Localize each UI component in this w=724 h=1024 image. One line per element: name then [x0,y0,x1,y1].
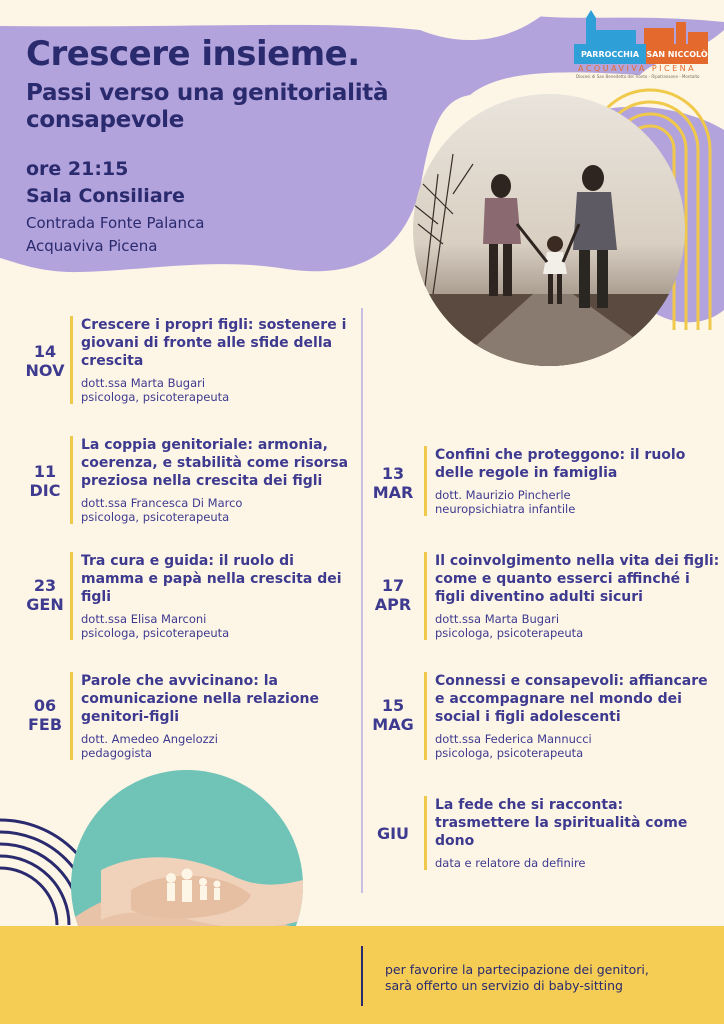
church-skyline-icon [572,8,710,48]
event-month: MAR [372,483,414,502]
logo-left-label: PARROCCHIA [574,44,646,64]
event-speaker: dott.ssa Francesca Di Marco [81,496,243,510]
event-role: psicologa, psicoterapeuta [435,626,584,640]
footer-note [385,962,649,994]
event-content [70,672,356,760]
event-day: 23 [33,576,57,595]
event-day: 13 [381,464,405,483]
event-speaker: dott.ssa Marta Bugari [81,376,206,390]
logo-right-label: SAN NICCOLÒ [646,44,708,64]
page-subtitle: Passi verso una genitorialità consapevole [26,80,389,133]
page-title: Crescere insieme. [26,34,360,74]
event-month: APR [374,595,412,614]
event-title: Connessi e consapevoli: affiancare e accompagnare nel mondo dei social i figli adolescenti [435,673,708,725]
event-speaker: dott. Maurizio Pincherle [435,488,571,502]
event-content [424,552,720,640]
logo-diocese: Diocesi di San Benedetto del Tronto - Ripatransone - Montalto [576,74,700,79]
event-month: GEN [26,595,64,614]
event-speaker: dott. Amedeo Angelozzi [81,732,218,746]
event-role: psicologa, psicoterapeuta [81,626,230,640]
event-role: pedagogista [81,746,153,760]
address-line-2: Acquaviva Picena [26,237,158,255]
event-speaker: dott.ssa Federica Mannucci [435,732,592,746]
event-title: Crescere i propri figli: sostenere i giovani di fronte alle sfide della crescita [81,317,347,369]
event-speaker: data e relatore da definire [435,856,586,870]
event-title: Tra cura e guida: il ruolo di mamma e papà nella crescita dei figli [81,553,342,605]
footer-line-2: sarà offerto un servizio di baby-sitting [385,978,623,993]
event-time: ore 21:15 [26,158,129,180]
event-month: FEB [27,715,63,734]
event-content [70,552,356,640]
event-speaker: dott.ssa Elisa Marconi [81,612,207,626]
event-month: MAG [372,715,414,734]
event-day: 11 [33,462,57,481]
event-date [366,576,420,614]
event-date [18,342,72,380]
event-date [18,462,72,500]
column-divider [361,308,363,893]
footer-divider [361,946,363,1006]
event-role: psicologa, psicoterapeuta [435,746,584,760]
event-speaker: dott.ssa Marta Bugari [435,612,560,626]
event-title: La fede che si racconta: trasmettere la spiritualità come dono [435,797,688,849]
event-month: DIC [29,481,61,500]
event-day: 15 [381,696,405,715]
event-content [424,446,720,516]
event-day: 17 [381,576,405,595]
parish-logo [572,8,710,80]
event-title: La coppia genitoriale: armonia, coerenza, e stabilità come risorsa preziosa nella crescita dei figli [81,437,349,489]
event-role: neuropsichiatra infantile [435,502,576,516]
event-role: psicologa, psicoterapeuta [81,510,230,524]
event-title: Confini che proteggono: il ruolo delle regole in famiglia [435,447,686,481]
event-date [18,576,72,614]
event-content [70,316,356,404]
event-role: psicologa, psicoterapeuta [81,390,230,404]
footer-banner [0,926,724,1024]
event-month: NOV [25,361,65,380]
event-content [424,796,720,870]
event-title: Parole che avvicinano: la comunicazione nella relazione genitori-figli [81,673,319,725]
event-content [424,672,720,760]
event-date [18,696,72,734]
event-day: 06 [33,696,57,715]
logo-town: ACQUAVIVA PICENA [578,64,697,73]
event-date [366,824,420,843]
event-venue: Sala Consiliare [26,185,185,207]
event-content [70,436,356,524]
event-day: 14 [33,342,57,361]
event-month: GIU [376,824,410,843]
event-date [366,696,420,734]
family-photo [413,94,685,366]
event-title: Il coinvolgimento nella vita dei figli: come e quanto esserci affinché i figli diventino adulti sicuri [435,553,720,605]
logo-name-bar [574,44,708,64]
address-line-1: Contrada Fonte Palanca [26,214,205,232]
footer-line-1: per favorire la partecipazione dei genitori, [385,962,649,977]
event-date [366,464,420,502]
